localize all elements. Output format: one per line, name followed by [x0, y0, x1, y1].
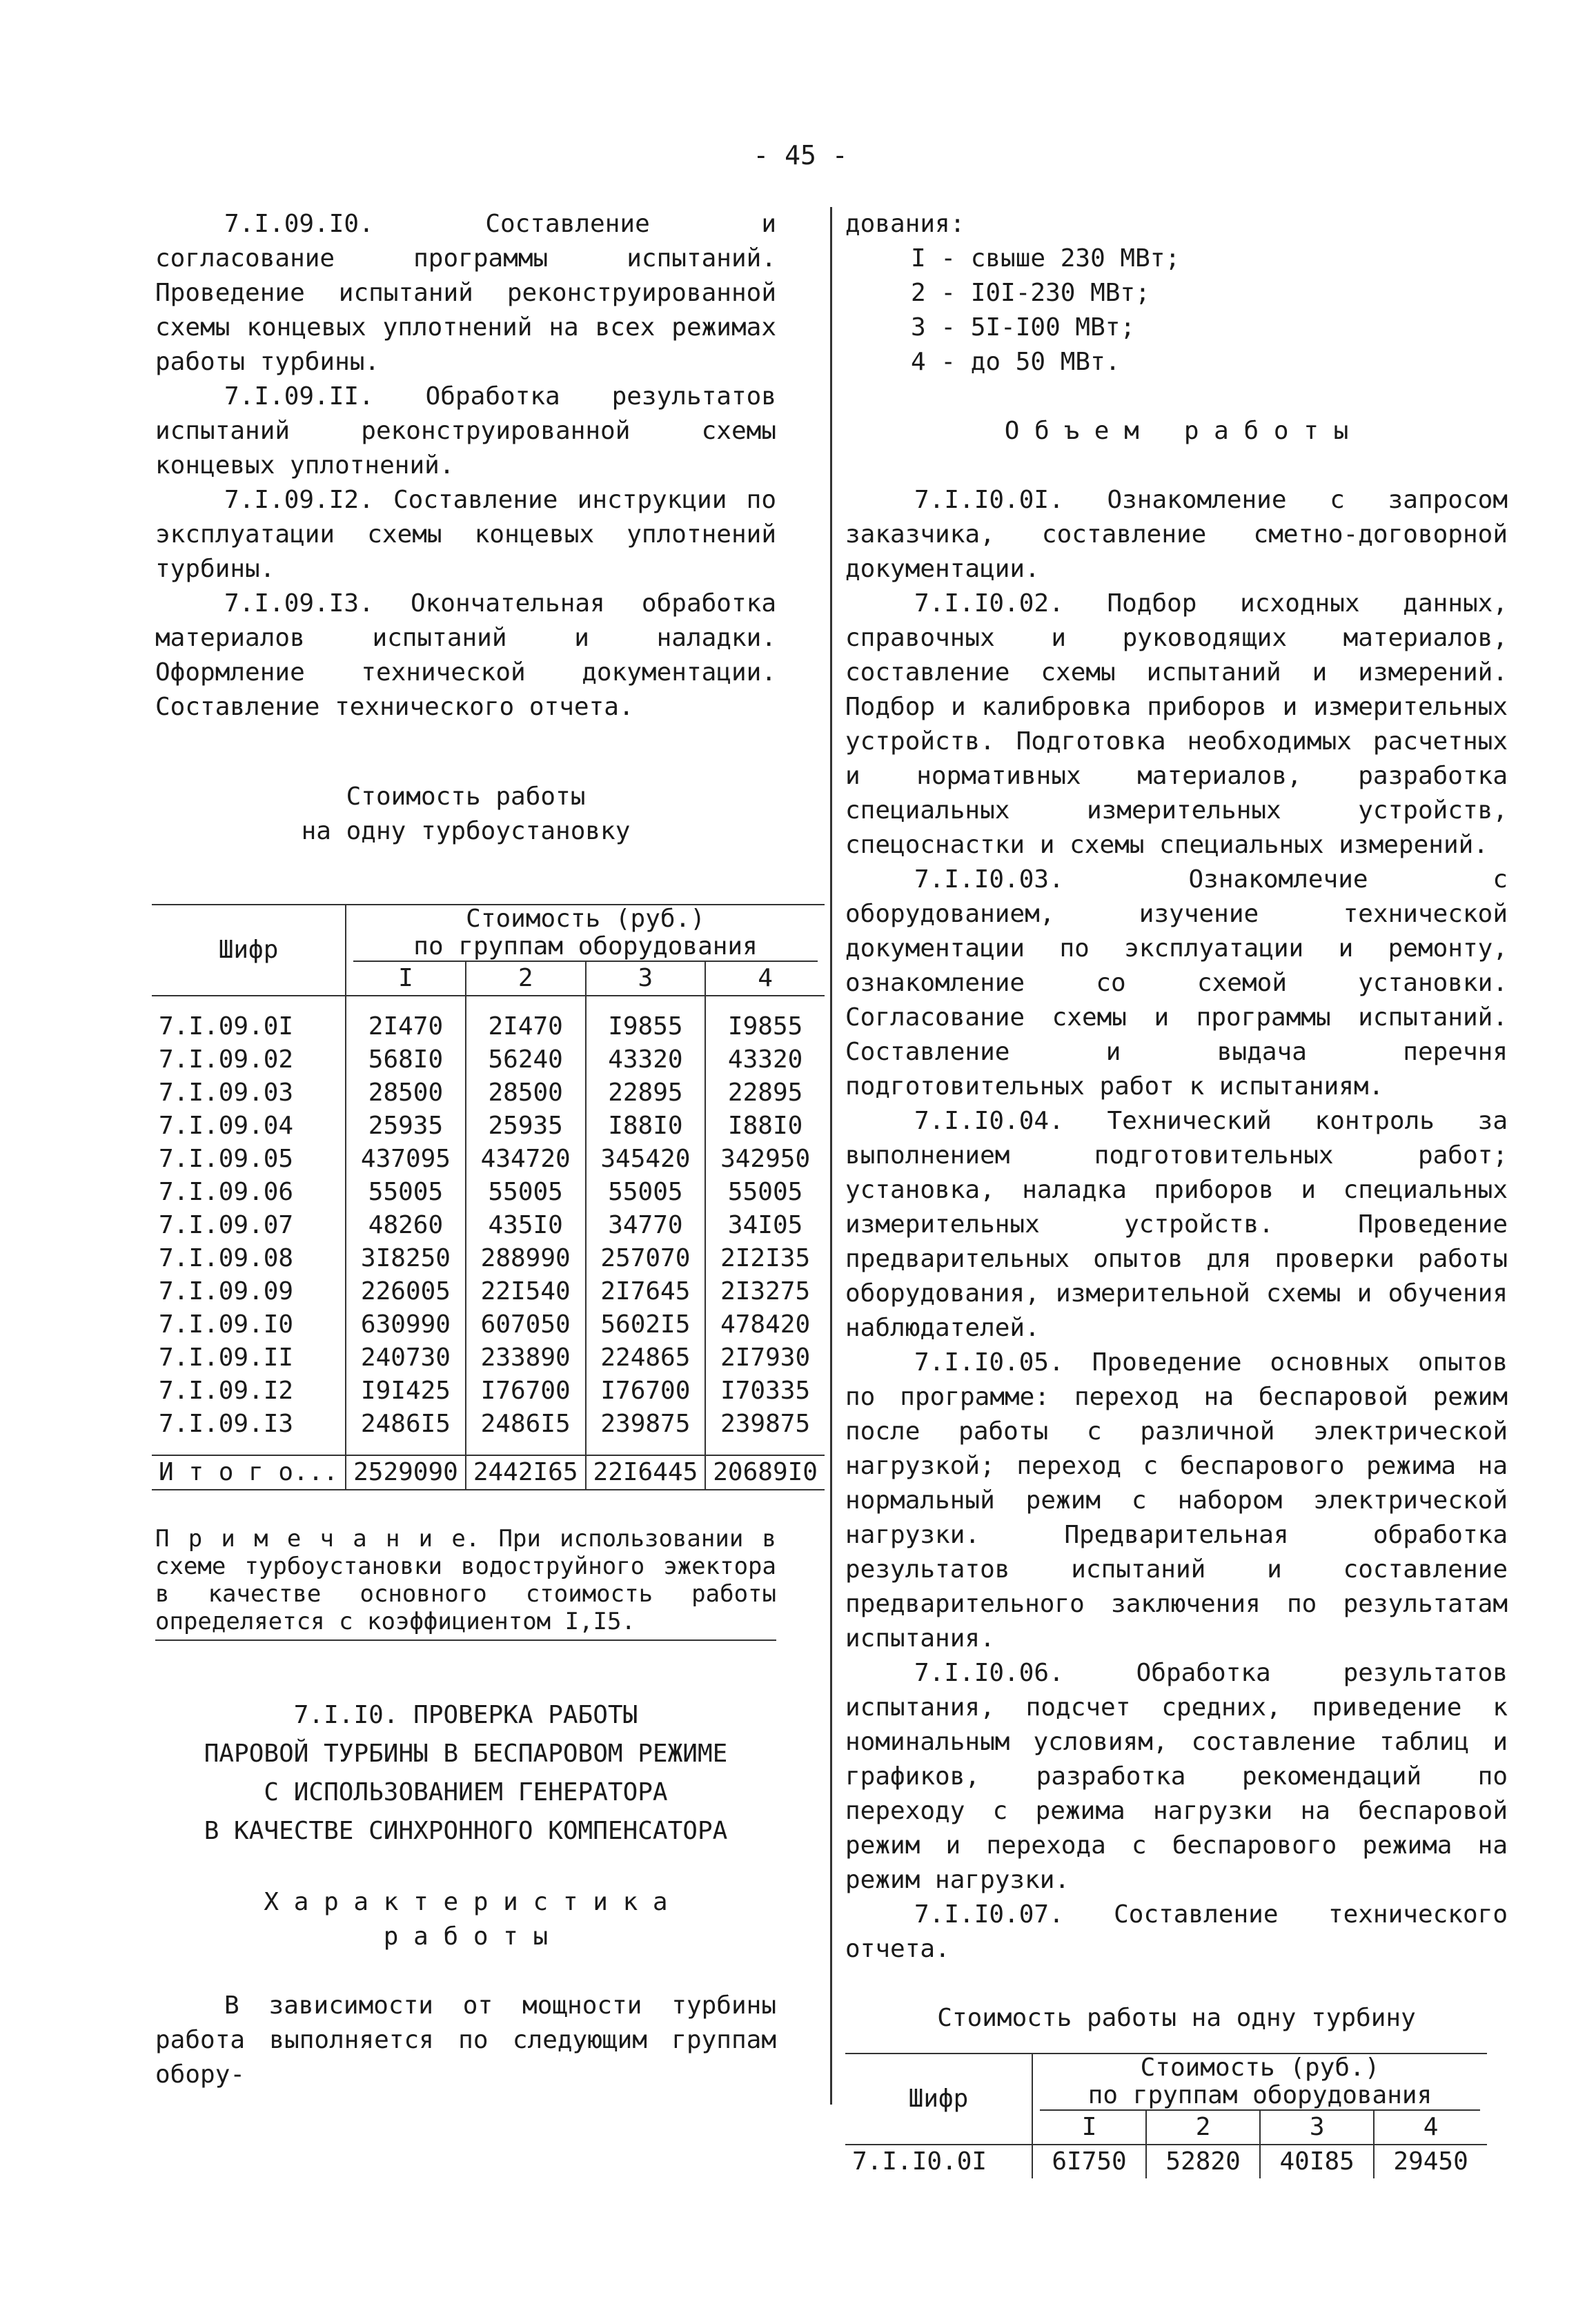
paragraph-7-1-10-07: 7.I.I0.07. Составление технического отчета. [845, 1900, 1508, 1963]
group-header-1: I [1032, 2111, 1146, 2145]
left-column [155, 207, 818, 2092]
group-header-4: 4 [705, 962, 825, 996]
paragraph-7-1-09-13: 7.I.09.I3. Окончательная обработка материалов испытаний и наладки. Оформление технической документации. Составление технического отчета. [155, 589, 776, 721]
characteristic-heading-line-1: Х а р а к т е р и с т и к а [264, 1888, 668, 1916]
paragraph-7-1-10-02: 7.I.I0.02. Подбор исходных данных, справочных и руководящих материалов, составление схемы испытаний и измерений. Подбор и калибровка приборов и измерительных устройств. Подготовка необходимых расчетных и нормативных материалов, разработка специальных измерительных устройств, спецоснастки и схемы специальных измерений. [845, 589, 1508, 859]
right-column [845, 207, 1508, 2178]
group-header-2: 2 [466, 962, 586, 996]
column-header-cost [1032, 2054, 1487, 2111]
page-number: - 45 - [753, 140, 848, 170]
table-row: 7.I.09.04 25935 25935 I88I0 I88I0 [152, 1110, 825, 1143]
paragraph-7-1-09-10: 7.I.09.I0. Составление и согласование программы испытаний. Проведение испытаний реконструированной схемы концевых уплотнений на всех режимах работы турбины. [155, 210, 776, 376]
table-row: 7.I.09.I0 630990 607050 5602I5 478420 [152, 1308, 825, 1341]
table-title: Стоимость работы на одну турбину [937, 2004, 1416, 2032]
table-row: 7.I.09.02 568I0 56240 43320 43320 [152, 1043, 825, 1076]
table-row: 7.I.09.09 226005 22I540 2I7645 2I3275 [152, 1275, 825, 1308]
table-row: 7.I.09.I2 I9I425 I76700 I76700 I70335 [152, 1375, 825, 1408]
cost-table-turbine-unit [152, 904, 825, 1490]
table-title-line-1: Стоимость работы [346, 782, 586, 811]
groups-list [845, 242, 1508, 380]
table-row: 7.I.09.I3 2486I5 2486I5 239875 239875 [152, 1408, 825, 1441]
continuation-text: дования: [845, 210, 965, 238]
cost-table-turbine [845, 2053, 1487, 2178]
group-header-1: I [346, 962, 466, 996]
section-heading-line-1: 7.I.I0. ПРОВЕРКА РАБОТЫ [293, 1701, 638, 1729]
table-row: 7.I.09.0I 2I470 2I470 I9855 I9855 [152, 1010, 825, 1043]
scope-heading: О б ъ е м р а б о т ы [1004, 417, 1349, 445]
list-item: 4 - до 50 МВт. [911, 348, 1121, 376]
group-header-3: 3 [1260, 2111, 1374, 2145]
characteristic-heading-line-2: р а б о т ы [383, 1922, 549, 1951]
column-header-cost [346, 905, 825, 962]
cost-header-line-2: по группам оборудования [353, 933, 818, 962]
table-title-line-2: на одну турбоустановку [301, 817, 631, 845]
paragraph-7-1-10-04: 7.I.I0.04. Технический контроль за выполнением подготовительных работ; установка, наладка приборов и специальных измерительных устройств. Проведение предварительных опытов для проверки работы оборудования, измерительной схемы и обучения наблюдателей. [845, 1107, 1508, 1342]
table-row: 7.I.09.08 3I8250 288990 257070 2I2I35 [152, 1242, 825, 1275]
cost-header-line-1: Стоимость (руб.) [466, 905, 705, 933]
table-note: П р и м е ч а н и е. При использовании в схеме турбоустановки водоструйного эжектора в качестве основного стоимость работы определяется с коэффициентом I,I5. [155, 1525, 776, 1641]
table-row: 7.I.09.06 55005 55005 55005 55005 [152, 1176, 825, 1209]
list-item: 2 - I0I-230 МВт; [911, 279, 1150, 307]
section-heading-line-2: ПАРОВОЙ ТУРБИНЫ В БЕСПАРОВОМ РЕЖИМЕ [204, 1740, 728, 1768]
paragraph-7-1-10-06: 7.I.I0.06. Обработка результатов испытания, подсчет средних, приведение к номинальным условиям, составление таблиц и графиков, разработка рекомендаций по переходу с режима нагрузки на беспаровой режим и перехода с беспарового режима на режим нагрузки. [845, 1659, 1508, 1894]
list-item: 3 - 5I-I00 МВт; [911, 313, 1136, 342]
table-row: 7.I.09.03 28500 28500 22895 22895 [152, 1076, 825, 1110]
cost-header-line-1: Стоимость (руб.) [1140, 2054, 1380, 2082]
section-heading [155, 1696, 776, 1851]
intro-paragraph: В зависимости от мощности турбины работа выполняется по следующим группам обору- [155, 1991, 776, 2089]
list-item: I - свыше 230 МВт; [911, 244, 1181, 273]
column-header-code: Шифр [845, 2054, 1032, 2145]
paragraph-7-1-09-12: 7.I.09.I2. Составление инструкции по эксплуатации схемы концевых уплотнений турбины. [155, 486, 776, 583]
table-row: 7.I.09.07 48260 435I0 34770 34I05 [152, 1209, 825, 1242]
table-row: 7.I.I0.0I 6I750 52820 40I85 29450 [845, 2145, 1487, 2178]
total-label: И т о г о... [159, 1458, 339, 1486]
paragraph-7-1-10-01: 7.I.I0.0I. Ознакомление с запросом заказчика, составление сметно-договорной документации. [845, 486, 1508, 583]
paragraph-7-1-09-11: 7.I.09.II. Обработка результатов испытаний реконструированной схемы концевых уплотнений. [155, 382, 776, 480]
cost-header-line-2: по группам оборудования [1040, 2082, 1480, 2111]
section-heading-line-3: С ИСПОЛЬЗОВАНИЕМ ГЕНЕРАТОРА [264, 1778, 668, 1806]
paragraph-7-1-10-05: 7.I.I0.05. Проведение основных опытов по программе: переход на беспаровой режим после работы с различной электрической нагрузкой; переход с беспарового режима на нормальный режим с набором электрической нагрузки. Предварительная обработка результатов испытаний и составление предварительного заключения по результатам испытания. [845, 1348, 1508, 1653]
column-divider [830, 207, 832, 2105]
table-row: 7.I.09.05 437095 434720 345420 342950 [152, 1143, 825, 1176]
table-row: 7.I.09.II 240730 233890 224865 2I7930 [152, 1341, 825, 1375]
group-header-2: 2 [1146, 2111, 1260, 2145]
table-total-row: И т о г о... 2529090 2442I65 22I6445 20689I0 [152, 1455, 825, 1490]
column-header-code: Шифр [152, 905, 346, 996]
group-header-4: 4 [1374, 2111, 1487, 2145]
group-header-3: 3 [586, 962, 706, 996]
paragraph-7-1-10-03: 7.I.I0.03. Ознакомлечие с оборудованием, изучение технической документации по эксплуатации и ремонту, ознакомление со схемой установки. Согласование схемы и программы испытаний. Составление и выдача перечня подготовительных работ к испытаниям. [845, 865, 1508, 1101]
section-heading-line-4: В КАЧЕСТВЕ СИНХРОННОГО КОМПЕНСАТОРА [204, 1817, 728, 1845]
